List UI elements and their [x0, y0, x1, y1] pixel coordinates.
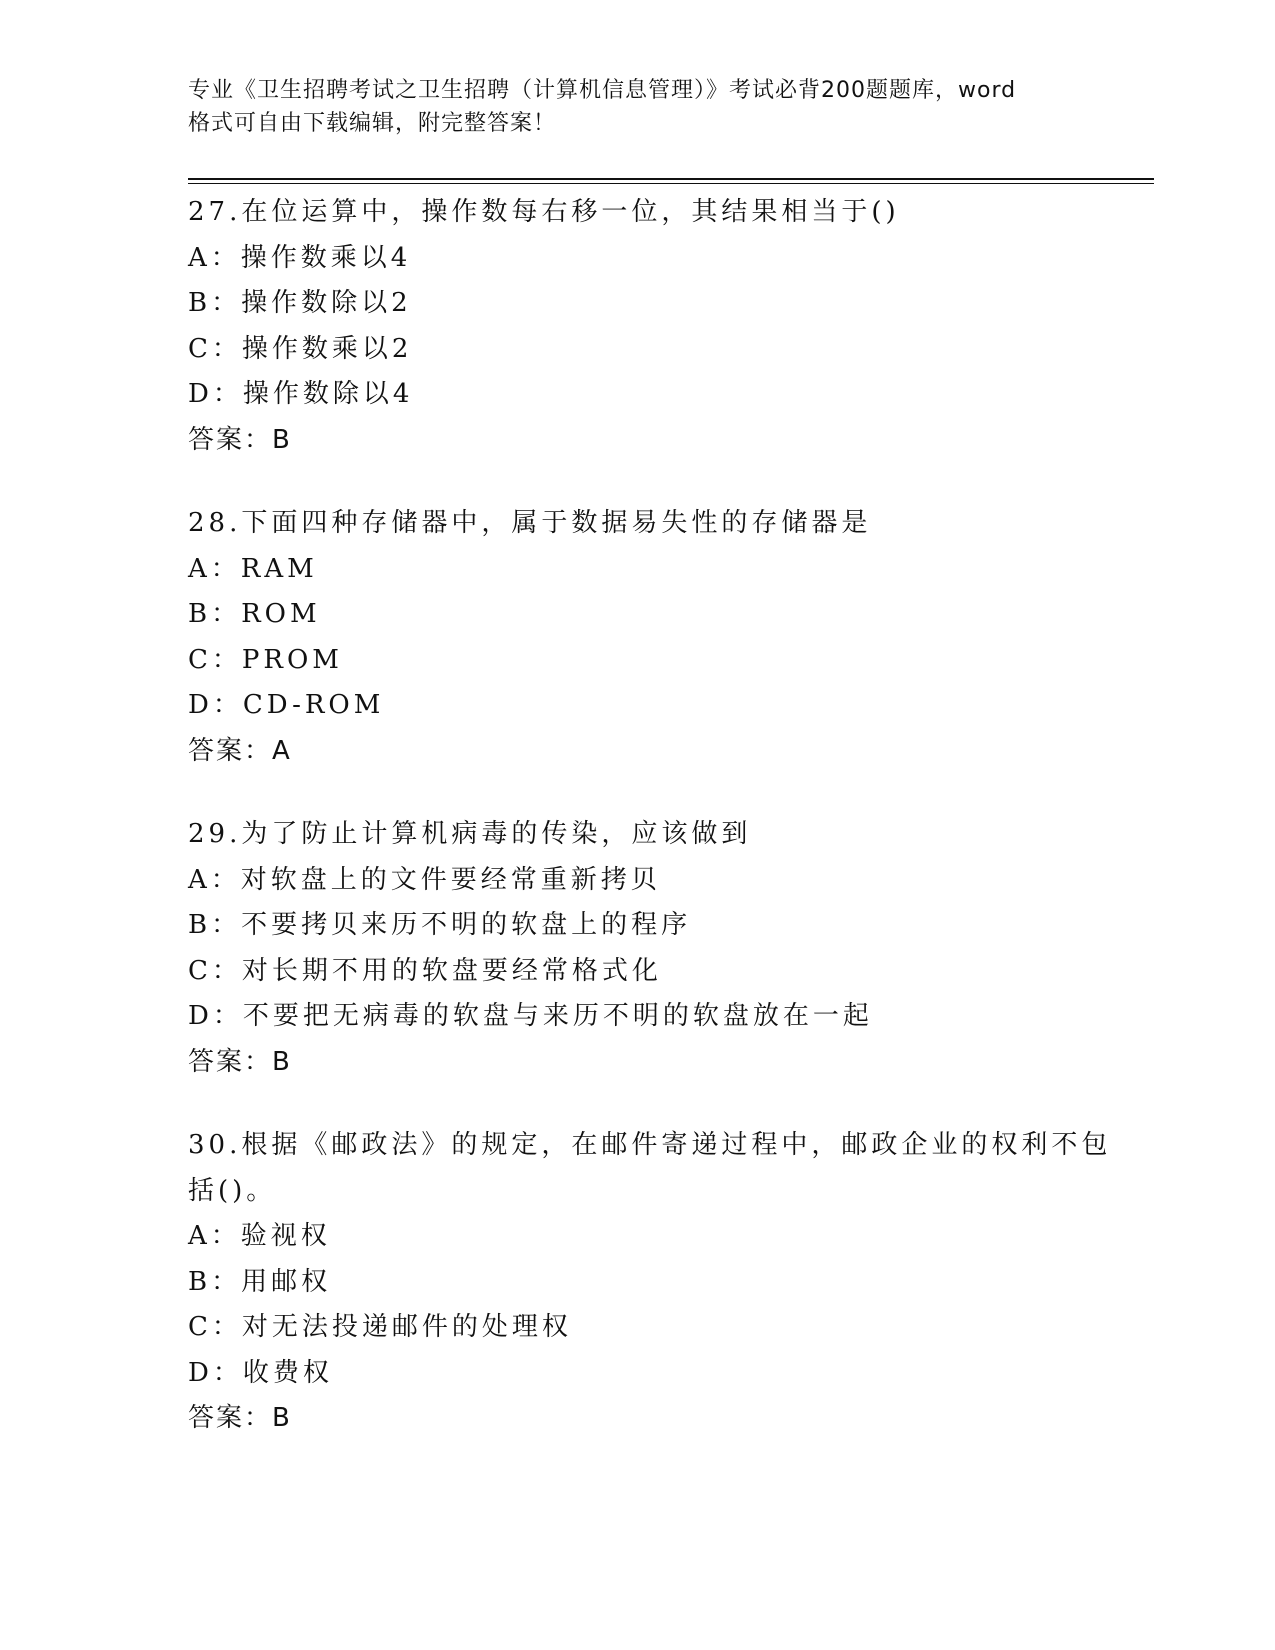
- option-c: C：对长期不用的软盘要经常格式化: [188, 955, 662, 986]
- question-text-line-2: 括()。: [188, 1175, 277, 1206]
- option-b: B：不要拷贝来历不明的软盘上的程序: [188, 910, 692, 940]
- question-list: [188, 190, 1112, 1480]
- option-c: C：PROM: [188, 644, 343, 675]
- document-header: [188, 74, 1088, 140]
- option-a: A：RAM: [188, 553, 318, 584]
- option-d: D：不要把无病毒的软盘与来历不明的软盘放在一起: [188, 1001, 873, 1031]
- option-c: C：操作数乘以2: [188, 333, 413, 364]
- option-b: B：ROM: [188, 599, 321, 629]
- option-a: A：对软盘上的文件要经常重新拷贝: [188, 864, 661, 895]
- option-d: D：操作数除以4: [188, 379, 414, 409]
- answer: 答案：B: [188, 1403, 292, 1433]
- question-29: [188, 812, 1088, 1085]
- header-line-1: 专业《卫生招聘考试之卫生招聘（计算机信息管理）》考试必背200题题库，word: [188, 78, 1017, 103]
- question-text-line-1: 30.根据《邮政法》的规定，在邮件寄递过程中，邮政企业的权利不包: [188, 1130, 1112, 1160]
- header-divider-thin: [188, 183, 1154, 184]
- question-text: 27.在位运算中，操作数每右移一位，其结果相当于(): [188, 197, 900, 227]
- answer: 答案：B: [188, 1046, 292, 1077]
- option-c: C：对无法投递邮件的处理权: [188, 1312, 572, 1342]
- option-b: B：用邮权: [188, 1266, 332, 1297]
- header-divider-thick: [188, 178, 1154, 180]
- question-27: [188, 190, 1088, 463]
- option-d: D：收费权: [188, 1357, 333, 1388]
- answer: 答案：B: [188, 424, 292, 455]
- question-30: [188, 1123, 1112, 1442]
- header-line-2: 格式可自由下载编辑，附完整答案！: [188, 111, 557, 136]
- answer: 答案：A: [188, 735, 292, 766]
- option-a: A：操作数乘以4: [188, 242, 412, 273]
- option-d: D：CD-ROM: [188, 690, 385, 720]
- question-28: [188, 501, 1088, 774]
- option-a: A：验视权: [188, 1221, 331, 1251]
- question-text: 29.为了防止计算机病毒的传染，应该做到: [188, 819, 752, 849]
- option-b: B：操作数除以2: [188, 288, 412, 318]
- question-text: 28.下面四种存储器中，属于数据易失性的存储器是: [188, 508, 872, 538]
